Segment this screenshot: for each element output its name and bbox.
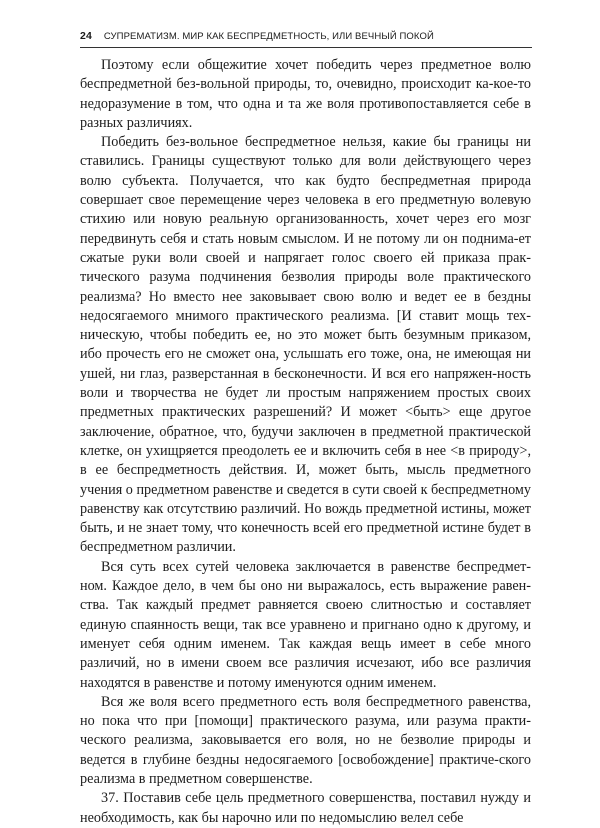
body-text: [80, 56, 531, 828]
paragraph: Победить без-вольное беспредметное нельзя, какие бы границы ни ставились. Границы существуют только для воли действующего через волю субъекта. Получается, что как будто беспредметная природа совершает свое перемещение через человека в его предметную волевую стихию или новую реальную организованность, хочет через его мозг передвинуть себя и стать новым смыслом. И не потому ли он поднима-ет сжатые руки воли своей и напрягает голос своего ей приказа прак-тического разума подчинения безволия природы воле практического реализма? Но вместо нее заковывает свою волю и ведет ее в бездны недосягаемого мнимого практического реализма. [И ставит мощь тех-ническую, чтобы победить ее, но это может быть безумным приказом, ибо прочесть его не сможет она, услышать его тоже, она, не имеющая ни ушей, ни глаз, разверстанная в бесконечности. И вся его напряжен-ность воли и творчества не будет ли простым напряжением простых своих предметных практических разрешений? И может <быть> еще другое заключение, обратное, что, будучи заключен в предметной практической клетке, он ухищряется преодолеть ее и включить себя в нее <в природу>, в ее беспредметность действия. И, может быть, мысль предметного учения о предметном равенстве и сведется в сути своей к беспредметному равенству как отсутствию различий. Но вождь предметной истины, может быть, и не знает тому, что конечность всей его предметной истине будет в беспредметном различии.: [80, 134, 531, 556]
paragraph: Вся же воля всего предметного есть воля беспредметного равенства, но пока что при [помощи] практического разума, или разума практи-ческого реализма, заковывается его воля, но не безволие природы и ведется в глубине бездны недосягаемого [освобождение] практиче-ского реализма в предметном совершенстве.: [80, 693, 531, 787]
paragraph: Поэтому если общежитие хочет победить через предметное волю беспредметной без-вольной природы, то, очевидно, происходит ка-кое-то недоразумение в том, что одна и та же воля противопоставляется себе в разных различиях.: [80, 57, 531, 131]
header-rule: [80, 47, 532, 48]
running-title: СУПРЕМАТИЗМ. МИР КАК БЕСПРЕДМЕТНОСТЬ, ИЛИ ВЕЧНЫЙ ПОКОЙ: [103, 31, 434, 42]
page-number: 24: [80, 30, 92, 42]
paragraph: Вся суть всех сутей человека заключается в равенстве беспредмет-ном. Каждое дело, в чем бы оно ни выражалось, есть выражение равен-ства. Так каждый предмет равняется своею слитностью и составляет единую спаянность вещи, так все уравнено и пригнано одно к другому, и именует себя одним именем. Так каждая вещь имеет в себе много различий, но в имени своем все различия исчезают, ибо все различия находятся в равенстве и потому именуются одним именем.: [80, 558, 531, 691]
paragraph: 37. Поставив себе цель предметного совершенства, поставил нужду и необходимость, как бы нарочно или по недомыслию велел себе: [80, 790, 531, 826]
running-header: [80, 30, 530, 46]
